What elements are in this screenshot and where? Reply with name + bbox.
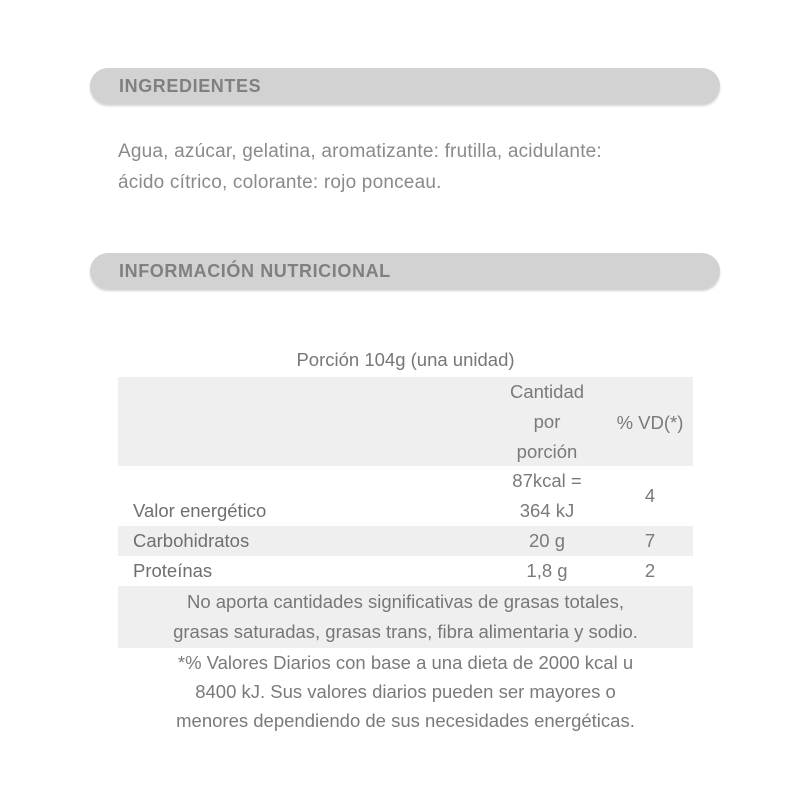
ingredients-line: ácido cítrico, colorante: rojo ponceau. bbox=[118, 172, 442, 193]
nutrient-name: Carbohidratos bbox=[133, 530, 250, 551]
table-row bbox=[118, 466, 693, 526]
nutrient-amount: 20 g bbox=[528, 530, 565, 551]
nutrient-dv: 4 bbox=[644, 485, 656, 506]
note-text: grasas saturadas, grasas trans, fibra alimentaria y sodio. bbox=[173, 621, 638, 642]
ingredients-section-header bbox=[90, 68, 720, 104]
ingredients-line: Agua, azúcar, gelatina, aromatizante: frutilla, acidulante: bbox=[118, 141, 602, 162]
nutrient-dv: 2 bbox=[644, 560, 656, 581]
nutrition-section-header bbox=[90, 253, 720, 289]
table-note-row bbox=[118, 586, 693, 648]
footnote-text: menores dependiendo de sus necesidades energéticas. bbox=[176, 710, 635, 731]
nutrition-table bbox=[118, 377, 693, 648]
header-text: por bbox=[533, 411, 561, 432]
daily-values-footnote bbox=[118, 648, 693, 735]
nutrition-title: INFORMACIÓN NUTRICIONAL bbox=[119, 261, 391, 281]
note-text: No aporta cantidades significativas de grasas totales, bbox=[186, 591, 625, 612]
footnote-text: *% Valores Diarios con base a una dieta de 2000 kcal u bbox=[177, 652, 634, 673]
nutrient-amount bbox=[487, 466, 607, 526]
nutrient-amount: 1,8 g bbox=[526, 560, 568, 581]
ingredients-title: INGREDIENTES bbox=[119, 76, 262, 96]
footnote-text: 8400 kJ. Sus valores diarios pueden ser mayores o bbox=[195, 681, 616, 702]
header-text: porción bbox=[516, 441, 578, 462]
amount-column-header bbox=[487, 377, 607, 467]
portion-size: Porción 104g (una unidad) bbox=[296, 349, 515, 370]
ingredients-text bbox=[118, 136, 718, 198]
table-header-row bbox=[118, 377, 693, 466]
amount-text: 364 kJ bbox=[519, 500, 575, 521]
header-text: Cantidad bbox=[509, 381, 585, 402]
amount-text: 87kcal = bbox=[512, 470, 582, 491]
nutrient-name: Valor energético bbox=[133, 500, 267, 521]
table-row bbox=[118, 556, 693, 586]
nutrient-name: Proteínas bbox=[133, 560, 213, 581]
table-row bbox=[118, 526, 693, 556]
dv-column-header: % VD(*) bbox=[616, 412, 684, 433]
nutrient-dv: 7 bbox=[644, 530, 656, 551]
